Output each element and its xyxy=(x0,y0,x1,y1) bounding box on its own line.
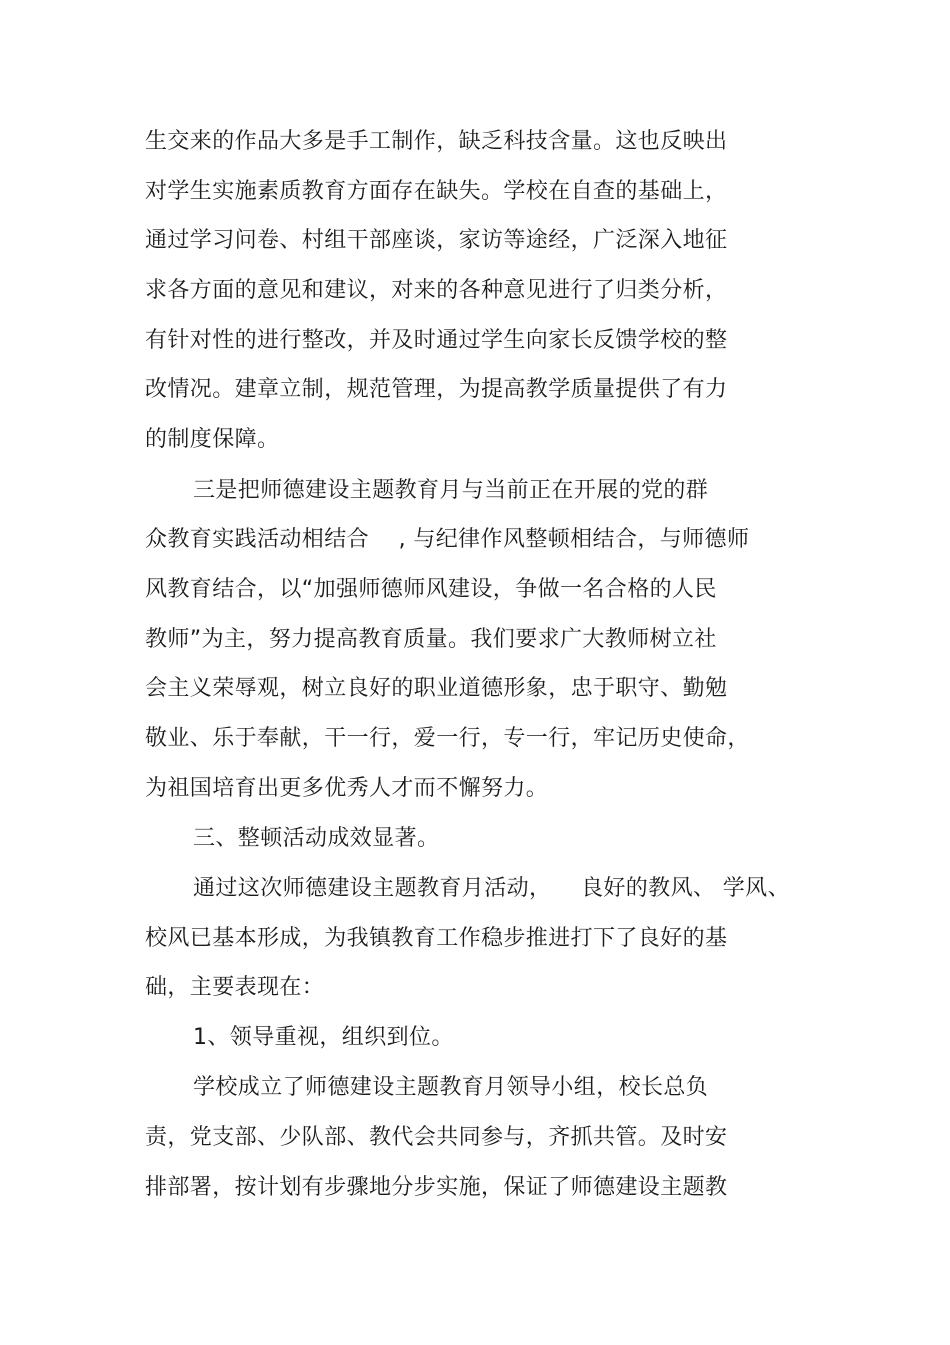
text-line: 众教育实践活动相结合 , 与纪律作风整顿相结合，与师德师 xyxy=(145,527,750,552)
text-line: 求各方面的意见和建议，对来的各种意见进行了归类分析， xyxy=(145,278,728,303)
text-line: 敬业、乐于奉献，干一行，爱一行，专一行，牢记历史使命， xyxy=(145,726,750,751)
paragraph-start-line: 学校成立了师德建设主题教育月领导小组，校长总负 xyxy=(193,1075,709,1100)
text-line: 会主义荣辱观，树立良好的职业道德形象，忠于职守、勤勉 xyxy=(145,676,728,701)
text-line: 对学生实施素质教育方面存在缺失。学校在自查的基础上， xyxy=(145,179,728,204)
text-line: 的制度保障。 xyxy=(145,427,280,452)
paragraph-start-line: 通过这次师德建设主题教育月活动， 良好的教风、 学风、 xyxy=(193,876,790,901)
text-line: 责，党支部、少队部、教代会共同参与，齐抓共管。及时安 xyxy=(145,1125,728,1150)
text-line: 有针对性的进行整改，并及时通过学生向家长反馈学校的整 xyxy=(145,328,728,353)
paragraph-start-line: 三是把师德建设主题教育月与当前正在开展的党的群 xyxy=(193,478,709,503)
text-line: 改情况。建章立制，规范管理，为提高教学质量提供了有力 xyxy=(145,377,728,402)
text-line: 础，主要表现在： xyxy=(145,975,325,1000)
text-line: 风教育结合，以“加强师德师风建设，争做一名合格的人民 xyxy=(145,577,717,602)
text-line: 为祖国培育出更多优秀人才而不懈努力。 xyxy=(145,776,549,801)
text-line: 排部署，按计划有步骤地分步实施，保证了师德建设主题教 xyxy=(145,1175,728,1200)
text-line: 生交来的作品大多是手工制作，缺乏科技含量。这也反映出 xyxy=(145,129,728,154)
section-heading: 三、整顿活动成效显著。 xyxy=(193,826,440,851)
text-line: 通过学习问卷、村组干部座谈，家访等途经，广泛深入地征 xyxy=(145,228,728,253)
text-line: 教师”为主，努力提高教育质量。我们要求广大教师树立社 xyxy=(145,627,717,652)
subsection-heading: 1、领导重视，组织到位。 xyxy=(193,1025,454,1050)
text-line: 校风已基本形成，为我镇教育工作稳步推进打下了良好的基 xyxy=(145,926,728,951)
